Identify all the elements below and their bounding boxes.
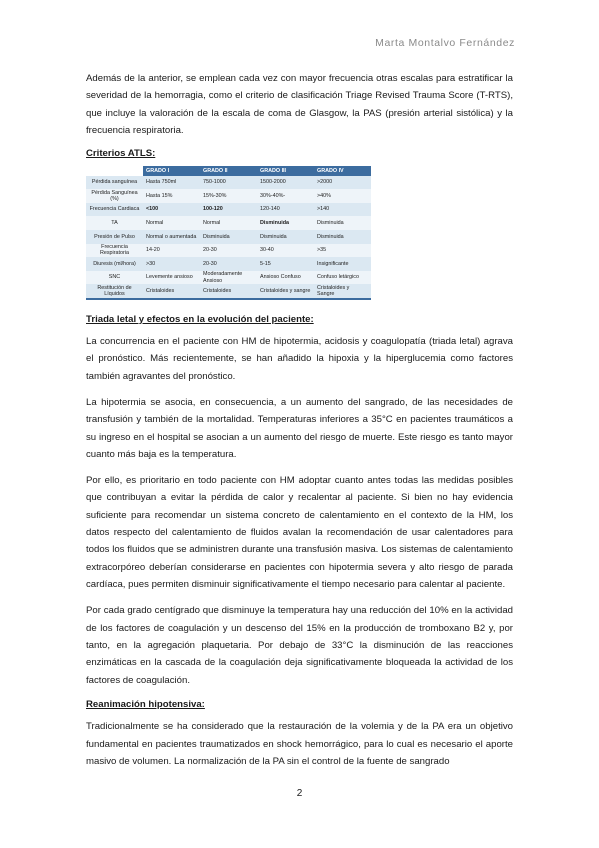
table-row <box>86 271 371 285</box>
atls-col-header: GRADO III <box>257 166 314 176</box>
reanimation-heading: Reanimación hipotensiva: <box>86 699 205 711</box>
table-cell: Normal o aumentada <box>143 230 200 244</box>
table-row <box>86 189 371 203</box>
table-cell: Hasta 750ml <box>143 176 200 190</box>
table-cell: 750-1000 <box>200 176 257 190</box>
row-label: TA <box>86 216 143 230</box>
table-cell: Disminuida <box>257 230 314 244</box>
table-cell: 14-20 <box>143 244 200 258</box>
triad-paragraph-4: Por cada grado centígrado que disminuye la temperatura hay una reducción del 10% en la actividad de los factores de coagulación y un descenso del 15% en la producción de tromboxano B2 y, por tanto, en la agregación plaquetaria. Por debajo de 33°C la disminución de las reacciones enzimáticas en la cascada de la coagulación deja significativamente bloqueada la actividad de los factores de coagulación. <box>86 605 513 686</box>
table-cell: Disminuida <box>314 230 371 244</box>
table-cell: Cristaloides <box>143 284 200 299</box>
table-cell: Cristaloides y sangre <box>257 284 314 299</box>
table-cell: 30-40 <box>257 244 314 258</box>
table-cell: Cristaloides y Sangre <box>314 284 371 299</box>
table-cell: 30%-40%- <box>257 189 314 203</box>
table-row <box>86 216 371 230</box>
table-cell: Confuso letárgico <box>314 271 371 285</box>
row-label: Pérdida sanguínea <box>86 176 143 190</box>
table-cell: 5-15 <box>257 257 314 271</box>
table-row <box>86 244 371 258</box>
table-cell: 15%-30% <box>200 189 257 203</box>
table-cell: 100-120 <box>200 203 257 217</box>
table-cell: Disminuida <box>200 230 257 244</box>
row-label: Restitución de Líquidos <box>86 284 143 299</box>
page-number: 2 <box>296 788 303 799</box>
triad-paragraph-2: La hipotermia se asocia, en consecuencia, a un aumento del sangrado, de las necesidades de transfusión y también de la mortalidad. Temperaturas inferiores a 35°C en pacientes traumáticos a su ingreso en el hospital se asocian a un aumento del riesgo de muerte. Este riesgo es tanto mayor cuanto más baja es la temperatura. <box>86 396 513 460</box>
table-cell: Moderadamente Ansioso <box>200 271 257 285</box>
row-label: SNC <box>86 271 143 285</box>
table-cell: >35 <box>314 244 371 258</box>
table-row <box>86 257 371 271</box>
table-cell: 1500-2000 <box>257 176 314 190</box>
table-cell: Disminuida <box>314 216 371 230</box>
atls-corner-cell <box>86 166 143 176</box>
atls-col-header: GRADO I <box>143 166 200 176</box>
table-cell: Ansioso Confuso <box>257 271 314 285</box>
table-cell: >30 <box>143 257 200 271</box>
atls-header-row <box>86 166 371 176</box>
triad-heading: Triada letal y efectos en la evolución del paciente: <box>86 313 314 325</box>
table-cell: 20-30 <box>200 257 257 271</box>
table-cell: Insignificante <box>314 257 371 271</box>
triad-paragraph-3: Por ello, es prioritario en todo paciente con HM adoptar cuanto antes todas las medidas posibles que contribuyan a evitar la pérdida de calor y recalentar al paciente. Si bien no hay evidencia suficiente para recomendar un sistema concreto de calentamiento en el contexto de la HM, los datos respecto del calentamiento de fluidos avalan la recomendación de usar calentadores para todos los fluidos que se administren durante una transfusión masiva. Los sistemas de calentamiento extracorpóreo deberían considerarse en pacientes con hipotermia severa y alto riesgo de parada cardíaca, pues permiten disminuir significativamente el tiempo necesario para calentar al paciente. <box>86 474 513 591</box>
header-author: Marta Montalvo Fernández <box>375 37 515 49</box>
table-cell: Levemente ansioso <box>143 271 200 285</box>
row-label: Diuresis (ml/hora) <box>86 257 143 271</box>
table-cell: >2000 <box>314 176 371 190</box>
reanimation-paragraph-1: Tradicionalmente se ha considerado que la restauración de la volemia y de la PA era un objetivo fundamental en pacientes traumatizados en shock hemorrágico, para lo cual es necesario el aporte masivo de volumen. La normalización de la PA sin el control de la fuente de sangrado <box>86 721 513 767</box>
table-cell: 120-140 <box>257 203 314 217</box>
table-row <box>86 203 371 217</box>
intro-paragraph: Además de la anterior, se emplean cada vez con mayor frecuencia otras escalas para estratificar la severidad de la hemorragia, como el criterio de clasificación Triage Revised Trauma Score (T-RTS), que incluye la valoración de la escala de coma de Glasgow, la PAS (presión arterial sistólica) y la frecuencia respiratoria. <box>86 73 513 137</box>
row-label: Pérdida Sanguínea (%) <box>86 189 143 203</box>
table-cell: Disminuida <box>257 216 314 230</box>
atls-criteria-table <box>86 166 371 300</box>
page-content <box>86 70 513 770</box>
row-label: Frecuencia Respiratoria <box>86 244 143 258</box>
atls-col-header: GRADO II <box>200 166 257 176</box>
table-cell: Normal <box>143 216 200 230</box>
atls-heading: Criterios ATLS: <box>86 147 156 159</box>
row-label: Frecuencia Cardiaca <box>86 203 143 217</box>
table-row <box>86 176 371 190</box>
table-cell: >40% <box>314 189 371 203</box>
triad-paragraph-1: La concurrencia en el paciente con HM de hipotermia, acidosis y coagulopatía (triada letal) agrava el pronóstico. Más recientemente, se han añadido la hipoxia y la hiperglucemia como factores también agravantes del pronóstico. <box>86 335 513 382</box>
atls-col-header: GRADO IV <box>314 166 371 176</box>
table-cell: <100 <box>143 203 200 217</box>
table-cell: 20-30 <box>200 244 257 258</box>
table-cell: Normal <box>200 216 257 230</box>
table-row <box>86 230 371 244</box>
table-cell: Hasta 15% <box>143 189 200 203</box>
row-label: Presión de Pulso <box>86 230 143 244</box>
table-cell: Cristaloides <box>200 284 257 299</box>
table-cell: >140 <box>314 203 371 217</box>
table-row <box>86 284 371 299</box>
